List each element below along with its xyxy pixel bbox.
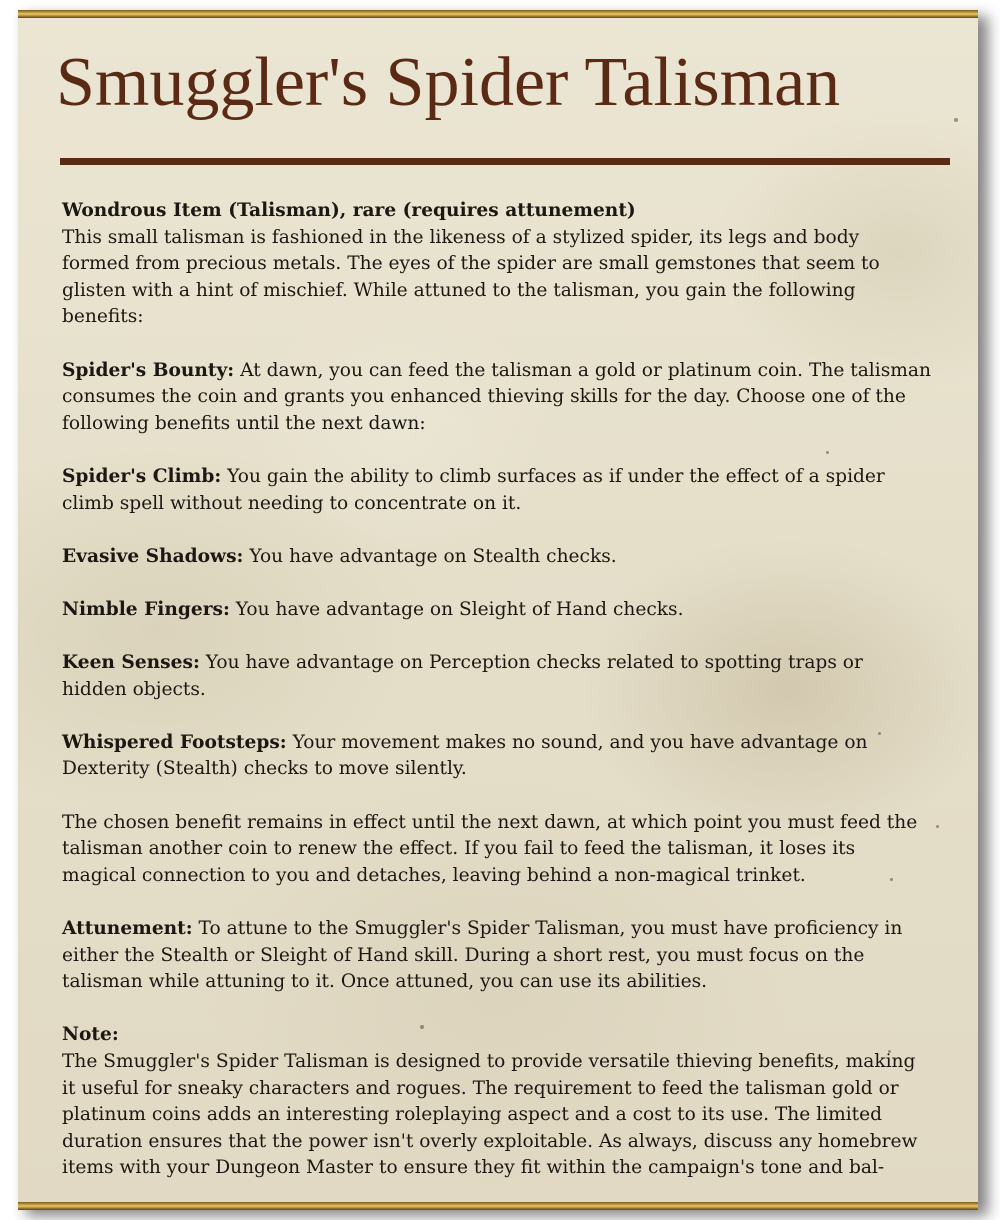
benefit-text: Your movement makes no sound, and you have advantage on Dexterity (Stealth) checks to move silently. (62, 731, 868, 780)
page-title: Smuggler's Spider Talisman (56, 44, 841, 121)
benefit-label: Spider's Bounty: (62, 359, 235, 381)
benefit-paragraph (62, 730, 932, 783)
item-description (62, 198, 932, 1209)
gold-border-top (18, 10, 978, 18)
note-text: The Smuggler's Spider Talisman is designed to provide versatile thieving benefits, making it useful for sneaky characters and rogues. The requirement to feed the talisman gold or platinum coins adds an interesting roleplaying aspect and a cost to its use. The limited duration ensures that the power isn't overly exploitable. As always, discuss any homebrew items with your Dungeon Master to ensure they fit within the campaign's tone and bal- (62, 1051, 918, 1179)
renewal-paragraph: The chosen benefit remains in effect until the next dawn, at which point you must feed the talisman another coin to renew the effect. If you fail to feed the talisman, it loses its magical connection to you and detaches, leaving behind a non-magical trinket. (62, 811, 918, 886)
intro-paragraph (62, 198, 932, 331)
note-label: Note: (62, 1024, 119, 1046)
attunement-label: Attunement: (62, 918, 193, 940)
benefit-label: Whispered Footsteps: (62, 731, 287, 753)
attunement-paragraph (62, 916, 932, 996)
benefit-paragraph (62, 464, 932, 517)
intro-text: This small talisman is fashioned in the likeness of a stylized spider, its legs and body formed from precious metals. The eyes of the spider are small gemstones that seem to glisten with a hint of mischief. While attuned to the talisman, you gain the following benefits: (62, 226, 880, 328)
benefit-paragraph (62, 544, 932, 571)
benefit-text: At dawn, you can feed the talisman a gold or platinum coin. The talisman consumes the coin and grants you enhanced thieving skills for the day. Choose one of the following benefits until the next dawn: (62, 359, 931, 434)
gold-border-bottom (18, 1202, 978, 1210)
benefit-text: You have advantage on Stealth checks. (249, 545, 617, 567)
benefit-label: Evasive Shadows: (62, 545, 244, 567)
benefit-label: Nimble Fingers: (62, 598, 230, 620)
paper-speck (954, 118, 958, 122)
benefit-label: Spider's Climb: (62, 465, 222, 487)
attunement-text: To attune to the Smuggler's Spider Talisman, you must have proficiency in either the Stealth or Sleight of Hand skill. During a short rest, you must focus on the talisman while attuning to it. Once attuned, you can use its abilities. (62, 918, 903, 993)
benefit-paragraph (62, 597, 932, 624)
note-paragraph (62, 1022, 932, 1182)
benefit-label: Keen Senses: (62, 652, 200, 674)
benefit-paragraph (62, 650, 932, 703)
benefit-text: You have advantage on Sleight of Hand checks. (235, 598, 684, 620)
benefit-paragraph (62, 358, 932, 438)
item-type-label: Wondrous Item (Talisman), rare (requires attunement) (62, 200, 636, 221)
benefit-text: You gain the ability to climb surfaces as if under the effect of a spider climb spell without needing to concentrate on it. (62, 465, 885, 514)
paper-speck (936, 825, 939, 828)
benefit-text: You have advantage on Perception checks related to spotting traps or hidden objects. (62, 652, 863, 700)
title-divider (60, 158, 950, 165)
parchment-page (18, 10, 978, 1210)
